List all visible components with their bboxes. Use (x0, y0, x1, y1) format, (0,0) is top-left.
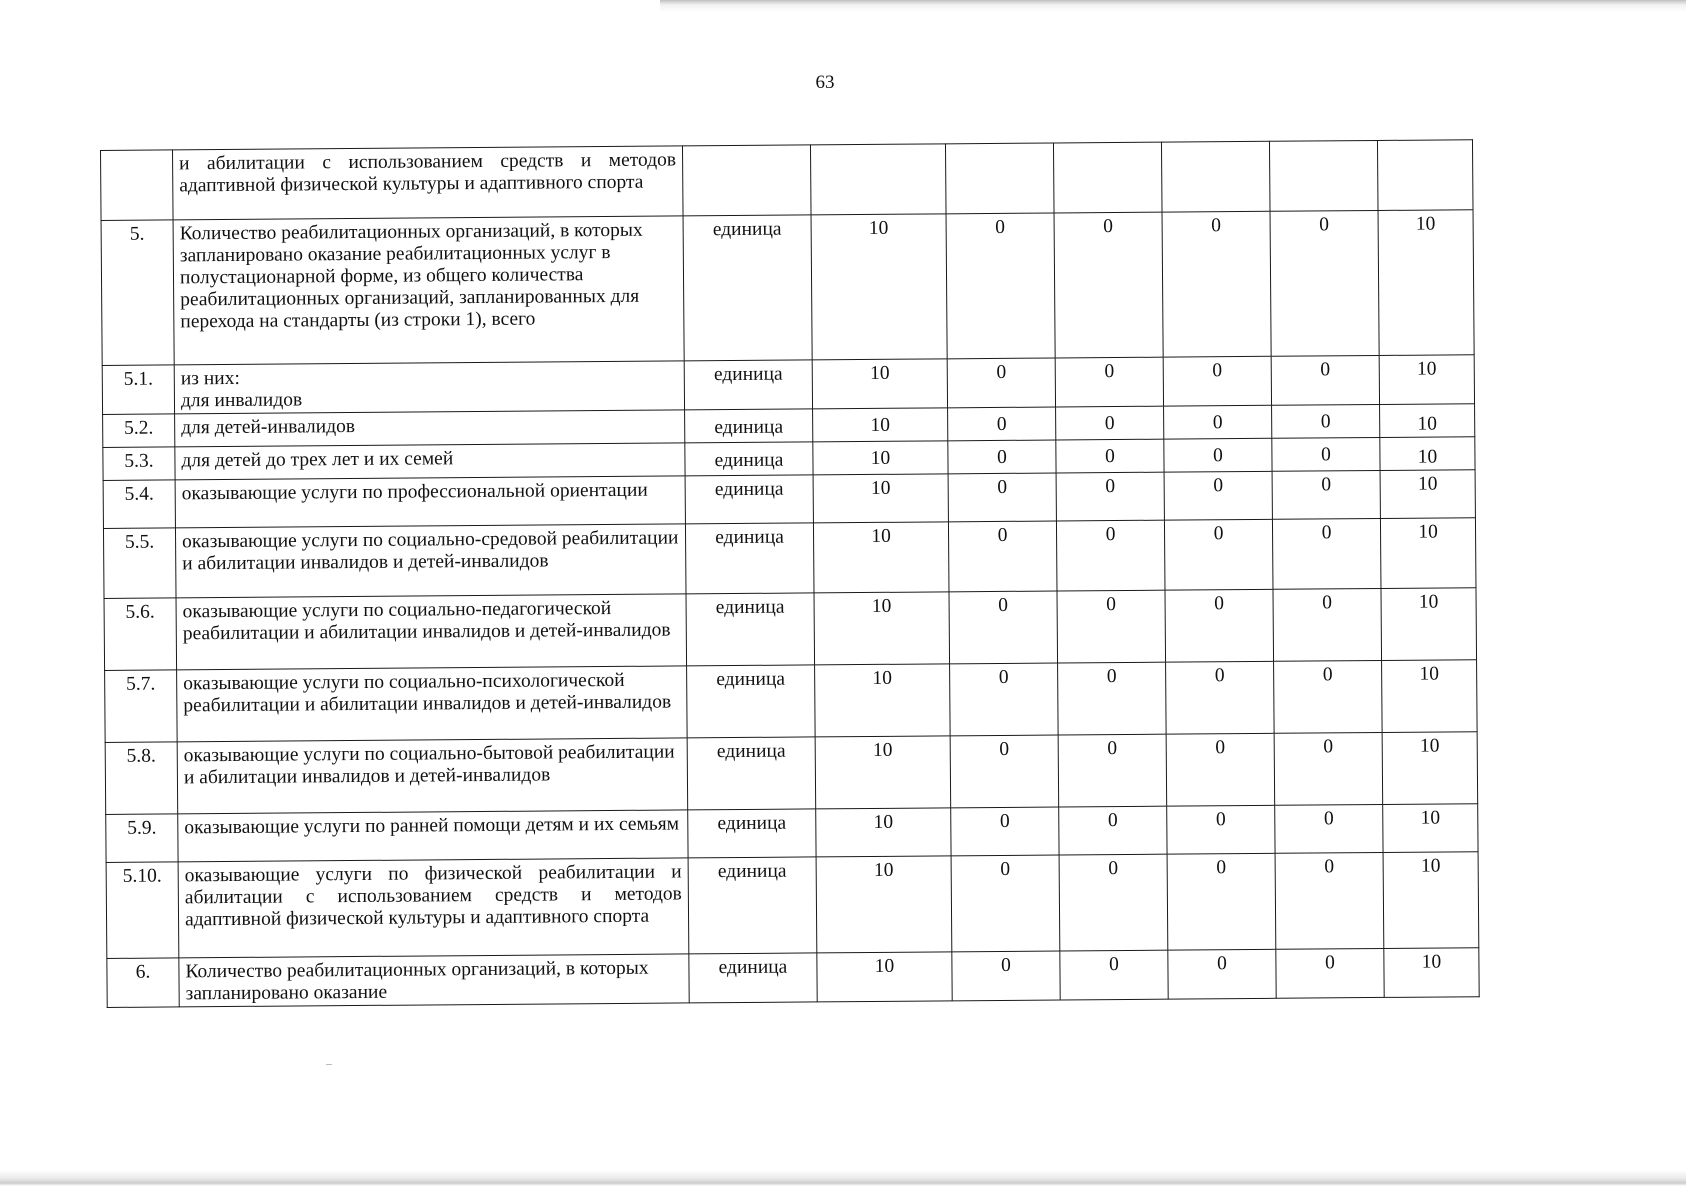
row-value: 0 (1275, 852, 1384, 949)
row-value-total: 10 (1380, 518, 1476, 589)
row-value: 0 (952, 951, 1060, 1001)
row-number: 5.8. (105, 742, 178, 815)
row-value: 0 (948, 521, 1057, 592)
row-value: 0 (1056, 520, 1165, 591)
table-row (105, 660, 1478, 743)
row-number: 5.6. (104, 598, 177, 671)
row-value (1269, 140, 1378, 211)
table-row (103, 518, 1476, 599)
row-value: 10 (814, 592, 950, 665)
row-number: 6. (107, 958, 179, 1008)
row-unit: единица (687, 665, 816, 738)
row-unit: единица (686, 593, 815, 666)
table-row (107, 948, 1479, 1008)
row-value: 0 (951, 855, 1060, 952)
row-description: оказывающие услуги по социально-бытовой реабилитации и абилитации инвалидов и детей-инвалидов (177, 738, 688, 814)
row-value: 0 (1162, 211, 1271, 357)
row-value-total: 10 (1379, 355, 1474, 405)
table-body (101, 140, 1480, 1008)
row-value-total: 10 (1378, 210, 1474, 356)
row-value-total: 10 (1384, 948, 1479, 998)
row-value: 0 (948, 473, 1056, 522)
row-value: 0 (1056, 472, 1164, 521)
row-number: 5.10. (106, 862, 179, 959)
row-value: 0 (1272, 518, 1381, 589)
row-value: 0 (1272, 470, 1380, 519)
row-value: 0 (1055, 357, 1163, 407)
row-number: 5.2. (103, 414, 175, 448)
row-number (101, 150, 174, 221)
indicators-table (100, 139, 1480, 1008)
row-value: 0 (951, 807, 1059, 856)
row-description: оказывающие услуги по социально-педагогической реабилитации и абилитации инвалидов и детей-инвалидов (176, 594, 687, 670)
row-value: 0 (1056, 439, 1164, 473)
row-value: 0 (1058, 662, 1167, 735)
row-description: для детей до трех лет и их семей (175, 443, 685, 480)
row-unit: единица (684, 360, 812, 410)
row-value: 10 (813, 408, 948, 442)
row-unit: единица (685, 475, 813, 524)
row-value: 0 (1167, 805, 1275, 854)
row-unit: единица (688, 857, 817, 954)
row-value: 10 (816, 856, 952, 953)
table-row (104, 588, 1477, 671)
row-description: оказывающие услуги по ранней помощи детям и их семьям (178, 810, 688, 862)
row-value: 0 (1058, 734, 1167, 807)
row-value: 0 (948, 440, 1056, 474)
row-description: оказывающие услуги по социально-средовой реабилитации и абилитации инвалидов и детей-инвалидов (175, 524, 686, 598)
row-description: Количество реабилитационных организаций, в которых запланировано оказание реабилитационных услуг в полустационарной форме, из общего количества реабилитационных организаций, запланированных для перехода на стандарты (из строки 1), всего (173, 216, 684, 365)
row-value: 0 (1164, 471, 1272, 520)
row-number: 5.4. (103, 480, 175, 529)
row-number: 5. (101, 220, 174, 366)
scan-edge-bottom (0, 1166, 1686, 1200)
row-value (945, 143, 1054, 214)
row-value: 0 (1271, 355, 1379, 405)
row-value (1161, 141, 1270, 212)
row-value-total: 10 (1382, 732, 1478, 805)
row-unit: единица (685, 523, 814, 594)
row-unit: единица (685, 442, 813, 476)
row-value: 0 (1274, 660, 1383, 733)
row-value: 10 (812, 359, 947, 409)
row-value: 10 (817, 952, 952, 1002)
row-value: 0 (1272, 437, 1380, 471)
row-value: 0 (950, 663, 1059, 736)
row-description: из них: для инвалидов (174, 361, 684, 414)
row-value: 0 (1274, 732, 1383, 805)
row-value: 0 (1060, 950, 1168, 1000)
row-value: 0 (947, 358, 1055, 408)
row-value: 10 (815, 736, 951, 809)
row-value: 10 (813, 522, 949, 593)
row-value: 0 (949, 591, 1058, 664)
row-value: 0 (1275, 804, 1383, 853)
row-value: 0 (1164, 438, 1272, 472)
table-row (101, 210, 1474, 366)
page-number: 63 (815, 72, 835, 93)
row-value: 0 (948, 407, 1056, 441)
row-description: оказывающие услуги по физической реабилитации и абилитации с использованием средств и методов адаптивной физической культуры и адаптивного спорта (178, 858, 689, 958)
row-value: 0 (1270, 210, 1379, 356)
row-value: 0 (1054, 212, 1163, 358)
row-value-total: 10 (1381, 588, 1477, 661)
row-value: 0 (950, 735, 1059, 808)
row-value: 10 (815, 664, 951, 737)
row-value: 0 (1163, 356, 1271, 406)
row-value: 0 (946, 213, 1055, 359)
row-description: оказывающие услуги по социально-психологической реабилитации и абилитации инвалидов и детей-инвалидов (177, 666, 688, 742)
row-value-total: 10 (1383, 804, 1478, 853)
row-value-total: 10 (1382, 660, 1478, 733)
row-value (1053, 142, 1162, 213)
row-value: 0 (1276, 948, 1384, 998)
row-unit: единица (683, 215, 812, 361)
row-unit: единица (685, 409, 813, 443)
table-row (105, 732, 1478, 815)
row-value: 0 (1059, 806, 1167, 855)
row-value-total (1377, 140, 1473, 211)
scan-edge-top (660, 0, 1686, 12)
row-value-total: 10 (1383, 852, 1479, 949)
row-value (810, 144, 946, 215)
row-value: 0 (1273, 588, 1382, 661)
row-unit: единица (689, 953, 817, 1003)
table-row (106, 852, 1479, 959)
row-number: 5.7. (105, 670, 178, 743)
row-number: 5.9. (106, 814, 178, 863)
row-number: 5.5. (103, 528, 176, 599)
row-value-total: 10 (1380, 437, 1475, 471)
row-description: Количество реабилитационных организаций, в которых запланировано оказание (179, 954, 689, 1007)
row-value: 0 (1059, 854, 1168, 951)
row-value: 0 (1166, 661, 1275, 734)
table-row (101, 140, 1474, 221)
row-value: 0 (1165, 589, 1274, 662)
row-unit (682, 145, 811, 216)
row-number: 5.3. (103, 447, 175, 481)
row-value-total: 10 (1380, 470, 1475, 519)
row-description: оказывающие услуги по профессиональной ориентации (175, 476, 685, 528)
row-value: 0 (1164, 519, 1273, 590)
row-value-total: 10 (1380, 404, 1475, 438)
row-value: 0 (1168, 949, 1276, 999)
row-value: 10 (811, 214, 947, 360)
row-number: 5.1. (102, 365, 174, 415)
row-value: 0 (1166, 733, 1275, 806)
row-value: 0 (1057, 590, 1166, 663)
row-unit: единица (688, 809, 816, 858)
row-description: для детей-инвалидов (175, 410, 685, 447)
scan-speck (326, 1064, 332, 1065)
row-value: 0 (1167, 853, 1276, 950)
row-description: и абилитации с использованием средств и методов адаптивной физической культуры и адаптивного спорта (173, 146, 684, 220)
row-value: 0 (1056, 406, 1164, 440)
row-value: 0 (1272, 404, 1380, 438)
row-unit: единица (687, 737, 816, 810)
row-value: 10 (816, 808, 951, 857)
row-value: 10 (813, 441, 948, 475)
row-value: 10 (813, 474, 948, 523)
row-value: 0 (1164, 405, 1272, 439)
